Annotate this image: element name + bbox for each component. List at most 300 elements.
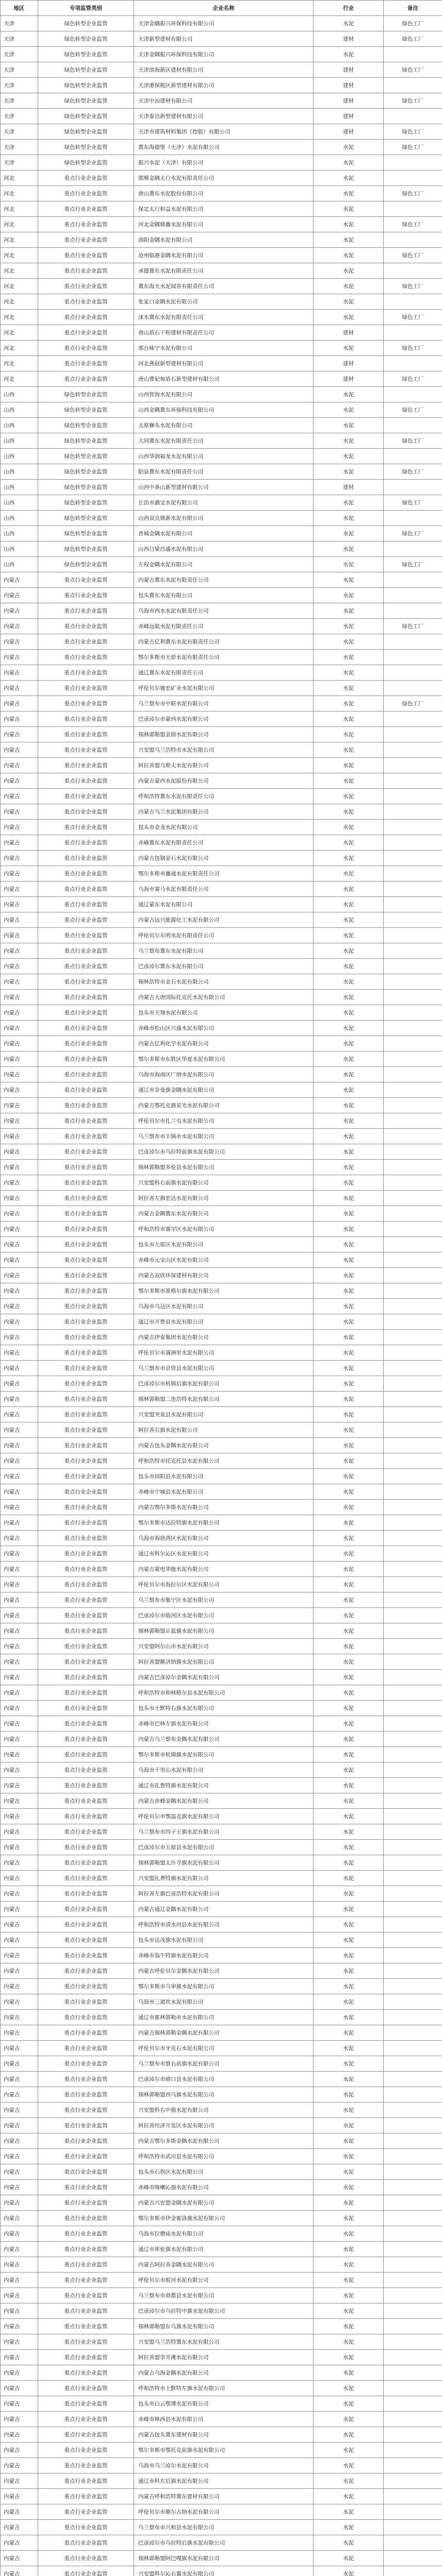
cell-industry: 水泥	[314, 16, 384, 31]
cell-note	[384, 387, 442, 402]
table-row	[1, 1268, 442, 1283]
cell-industry: 水泥	[314, 2133, 384, 2149]
cell-region: 内蒙古	[1, 588, 38, 603]
cell-note	[384, 1129, 442, 1144]
cell-region: 内蒙古	[1, 2133, 38, 2149]
cell-region: 内蒙古	[1, 650, 38, 665]
cell-supervision-type: 绿色转型企业监管	[38, 109, 134, 124]
cell-company-name: 通辽市科左后旗水泥有限公司	[134, 2473, 314, 2489]
cell-supervision-type: 重点行业企业监管	[38, 1500, 134, 1515]
cell-company-name: 赤峰市翁牛特旗水泥有限公司	[134, 1948, 314, 1963]
table-row	[1, 1175, 442, 1191]
table-row	[1, 2319, 442, 2334]
cell-note	[384, 1345, 442, 1361]
cell-note	[384, 1392, 442, 1407]
cell-industry: 水泥	[314, 1608, 384, 1623]
cell-region: 山西	[1, 449, 38, 464]
cell-industry: 水泥	[314, 1191, 384, 1206]
table-row	[1, 1283, 442, 1299]
cell-note	[384, 2133, 442, 2149]
cell-company-name: 呼伦贝尔驰宏矿业水泥有限公司	[134, 681, 314, 696]
cell-region: 内蒙古	[1, 2443, 38, 2458]
cell-company-name: 赤峰市元宝山区水泥有限公司	[134, 1252, 314, 1268]
cell-company-name: 兴安盟阿尔山市水泥有限公司	[134, 1639, 314, 1654]
cell-region: 内蒙古	[1, 1762, 38, 1778]
cell-industry: 水泥	[314, 140, 384, 155]
cell-industry: 水泥	[314, 47, 384, 62]
cell-region: 内蒙古	[1, 2319, 38, 2334]
cell-supervision-type: 绿色转型企业监管	[38, 140, 134, 155]
cell-industry: 水泥	[314, 201, 384, 217]
cell-region: 内蒙古	[1, 2010, 38, 2025]
table-row	[1, 2520, 442, 2535]
cell-note	[384, 1793, 442, 1809]
cell-company-name: 锡林郭勒盟多伦县水泥有限公司	[134, 1160, 314, 1175]
cell-company-name: 天津金隅振兴环保科技有限公司	[134, 47, 314, 62]
table-row	[1, 2489, 442, 2504]
cell-industry: 水泥	[314, 2118, 384, 2133]
cell-note: 绿色工厂	[384, 696, 442, 711]
cell-supervision-type: 绿色转型企业监管	[38, 557, 134, 572]
cell-industry: 水泥	[314, 1762, 384, 1778]
cell-note	[384, 851, 442, 866]
cell-company-name: 包头市达茂旗水泥有限公司	[134, 1933, 314, 1948]
cell-industry: 水泥	[314, 1469, 384, 1484]
table-row	[1, 1793, 442, 1809]
cell-supervision-type: 重点行业企业监管	[38, 835, 134, 851]
table-row	[1, 2025, 442, 2041]
cell-note	[384, 773, 442, 789]
table-row	[1, 1855, 442, 1871]
table-row	[1, 464, 442, 480]
table-row	[1, 171, 442, 186]
cell-region: 内蒙古	[1, 959, 38, 974]
cell-supervision-type: 重点行业企业监管	[38, 1994, 134, 2010]
cell-company-name: 鄂尔多斯市天骄水泥有限责任公司	[134, 650, 314, 665]
cell-company-name: 通辽蒙东水泥有限公司	[134, 897, 314, 912]
cell-note	[384, 2489, 442, 2504]
cell-supervision-type: 重点行业企业监管	[38, 1191, 134, 1206]
table-row	[1, 2551, 442, 2566]
cell-industry: 水泥	[314, 619, 384, 634]
cell-industry: 水泥	[314, 1453, 384, 1469]
cell-supervision-type: 重点行业企业监管	[38, 1562, 134, 1577]
table-row	[1, 526, 442, 541]
cell-region: 内蒙古	[1, 1994, 38, 2010]
cell-region: 内蒙古	[1, 943, 38, 959]
cell-supervision-type: 重点行业企业监管	[38, 773, 134, 789]
table-row	[1, 1608, 442, 1623]
table-row	[1, 588, 442, 603]
cell-note: 绿色工厂	[384, 62, 442, 78]
cell-region: 内蒙古	[1, 1191, 38, 1206]
cell-region: 内蒙古	[1, 696, 38, 711]
cell-company-name: 沧州临港金隅水泥有限公司	[134, 248, 314, 263]
cell-supervision-type: 重点行业企业监管	[38, 1052, 134, 1067]
cell-industry: 水泥	[314, 1160, 384, 1175]
cell-note	[384, 1809, 442, 1824]
cell-note	[384, 2443, 442, 2458]
cell-region: 山西	[1, 387, 38, 402]
cell-supervision-type: 重点行业企业监管	[38, 711, 134, 727]
cell-note: 绿色工厂	[384, 371, 442, 387]
cell-supervision-type: 重点行业企业监管	[38, 356, 134, 371]
cell-industry: 水泥	[314, 341, 384, 356]
cell-company-name: 内蒙古蒙西水泥股份有限公司	[134, 773, 314, 789]
cell-supervision-type: 重点行业企业监管	[38, 2458, 134, 2473]
cell-industry: 建材	[314, 325, 384, 341]
table-row	[1, 804, 442, 820]
cell-note	[384, 1685, 442, 1701]
cell-company-name: 呼伦贝尔市牙克石水泥有限公司	[134, 2041, 314, 2056]
cell-note	[384, 1175, 442, 1191]
cell-note	[384, 1407, 442, 1422]
cell-company-name: 鄂尔多斯市鑫通水泥有限责任公司	[134, 866, 314, 882]
cell-region: 内蒙古	[1, 1701, 38, 1716]
cell-company-name: 内蒙古乌兰察布金隅水泥有限公司	[134, 1732, 314, 1747]
table-header	[1, 1, 442, 16]
table-row	[1, 1500, 442, 1515]
cell-supervision-type: 重点行业企业监管	[38, 2226, 134, 2242]
cell-supervision-type: 重点行业企业监管	[38, 1963, 134, 1979]
cell-region: 天津	[1, 62, 38, 78]
cell-company-name: 乌海市三道坎水泥有限公司	[134, 1994, 314, 2010]
cell-supervision-type: 重点行业企业监管	[38, 1778, 134, 1793]
cell-supervision-type: 重点行业企业监管	[38, 804, 134, 820]
cell-note	[384, 1222, 442, 1237]
cell-company-name: 乌海市拉僧庙水泥有限公司	[134, 2226, 314, 2242]
cell-industry: 水泥	[314, 851, 384, 866]
table-row	[1, 62, 442, 78]
cell-industry: 水泥	[314, 1840, 384, 1855]
cell-supervision-type: 重点行业企业监管	[38, 248, 134, 263]
cell-industry: 水泥	[314, 1623, 384, 1639]
cell-region: 内蒙古	[1, 1840, 38, 1855]
cell-supervision-type: 重点行业企业监管	[38, 2056, 134, 2072]
cell-region: 内蒙古	[1, 1531, 38, 1546]
cell-company-name: 内蒙古蒙电华能水泥有限公司	[134, 1562, 314, 1577]
table-row	[1, 263, 442, 279]
cell-note	[384, 1994, 442, 2010]
cell-note	[384, 2288, 442, 2303]
cell-supervision-type: 重点行业企业监管	[38, 1392, 134, 1407]
cell-industry: 水泥	[314, 2520, 384, 2535]
table-row	[1, 47, 442, 62]
cell-supervision-type: 重点行业企业监管	[38, 1036, 134, 1052]
cell-industry: 水泥	[314, 603, 384, 619]
cell-company-name: 呼和浩特冀东水泥有限责任公司	[134, 789, 314, 804]
cell-company-name: 内蒙古金隅冀东水泥有限公司	[134, 1206, 314, 1222]
cell-note	[384, 1747, 442, 1762]
cell-company-name: 鄂尔多斯市达拉特旗水泥有限公司	[134, 1515, 314, 1531]
cell-industry: 水泥	[314, 696, 384, 711]
cell-region: 内蒙古	[1, 882, 38, 897]
cell-industry: 水泥	[314, 1546, 384, 1562]
cell-company-name: 阿拉善右旗水泥有限公司	[134, 1422, 314, 1438]
cell-industry: 水泥	[314, 1438, 384, 1453]
cell-supervision-type: 重点行业企业监管	[38, 974, 134, 990]
cell-industry: 水泥	[314, 1577, 384, 1592]
header-region: 地区	[1, 1, 38, 16]
cell-note	[384, 294, 442, 310]
cell-region: 河北	[1, 171, 38, 186]
cell-industry: 水泥	[314, 572, 384, 588]
cell-company-name: 通辽市开鲁县水泥有限公司	[134, 1314, 314, 1330]
table-row	[1, 603, 442, 619]
cell-note	[384, 1237, 442, 1252]
cell-supervision-type: 重点行业企业监管	[38, 2164, 134, 2180]
table-row	[1, 279, 442, 294]
cell-company-name: 阳泉冀东水泥有限责任公司	[134, 464, 314, 480]
cell-industry: 水泥	[314, 2242, 384, 2257]
table-row	[1, 1577, 442, 1592]
cell-note	[384, 201, 442, 217]
cell-supervision-type: 重点行业企业监管	[38, 1716, 134, 1732]
cell-company-name: 包头市白云鄂博水泥有限公司	[134, 2396, 314, 2412]
cell-company-name: 内蒙古包头冀东建材有限公司	[134, 2427, 314, 2443]
cell-industry: 水泥	[314, 186, 384, 201]
cell-note	[384, 511, 442, 526]
cell-company-name: 内蒙古乌海金隅水泥有限公司	[134, 2365, 314, 2381]
cell-region: 内蒙古	[1, 897, 38, 912]
table-row	[1, 2504, 442, 2520]
cell-region: 内蒙古	[1, 1021, 38, 1036]
cell-note	[384, 1160, 442, 1175]
cell-company-name: 太原狮头水泥有限公司	[134, 418, 314, 433]
cell-supervision-type: 重点行业企业监管	[38, 1422, 134, 1438]
cell-note	[384, 1871, 442, 1886]
cell-supervision-type: 重点行业企业监管	[38, 2334, 134, 2350]
cell-industry: 水泥	[314, 263, 384, 279]
cell-note	[384, 758, 442, 773]
cell-note	[384, 449, 442, 464]
cell-note	[384, 1716, 442, 1732]
cell-region: 内蒙古	[1, 1268, 38, 1283]
table-row	[1, 665, 442, 681]
cell-company-name: 晋城金隅水泥有限公司	[134, 526, 314, 541]
cell-supervision-type: 重点行业企业监管	[38, 634, 134, 650]
cell-industry: 水泥	[314, 1933, 384, 1948]
cell-industry: 水泥	[314, 1963, 384, 1979]
cell-industry: 水泥	[314, 2443, 384, 2458]
cell-company-name: 赤峰市喀喇沁旗水泥有限公司	[134, 2180, 314, 2195]
cell-supervision-type: 重点行业企业监管	[38, 1824, 134, 1840]
cell-company-name: 兴安盟突泉县水泥有限公司	[134, 1407, 314, 1422]
table-row	[1, 912, 442, 928]
cell-industry: 水泥	[314, 1747, 384, 1762]
cell-region: 内蒙古	[1, 2195, 38, 2211]
cell-supervision-type: 重点行业企业监管	[38, 2288, 134, 2303]
cell-region: 内蒙古	[1, 2551, 38, 2566]
cell-company-name: 通辽市扎鲁特旗水泥有限公司	[134, 1778, 314, 1793]
cell-company-name: 锡林郭勒盟二连浩特水泥有限公司	[134, 1392, 314, 1407]
cell-note	[384, 1933, 442, 1948]
cell-industry: 水泥	[314, 2303, 384, 2319]
cell-company-name: 呼和浩特市土默特左旗水泥有限公司	[134, 2381, 314, 2396]
cell-note	[384, 897, 442, 912]
cell-industry: 水泥	[314, 1592, 384, 1608]
cell-note	[384, 2551, 442, 2566]
cell-region: 山西	[1, 402, 38, 418]
cell-supervision-type: 重点行业企业监管	[38, 2180, 134, 2195]
cell-region: 河北	[1, 294, 38, 310]
cell-industry: 水泥	[314, 1005, 384, 1021]
cell-company-name: 乌兰察布市中联水泥有限公司	[134, 696, 314, 711]
cell-note	[384, 232, 442, 248]
cell-note	[384, 2350, 442, 2365]
cell-region: 内蒙古	[1, 2427, 38, 2443]
cell-company-name: 呼伦贝尔市满洲里水泥有限公司	[134, 1345, 314, 1361]
cell-note	[384, 959, 442, 974]
cell-supervision-type: 重点行业企业监管	[38, 1330, 134, 1345]
cell-region: 内蒙古	[1, 1453, 38, 1469]
cell-region: 内蒙古	[1, 1716, 38, 1732]
cell-company-name: 乌兰察布市商都县水泥有限公司	[134, 2288, 314, 2303]
cell-region: 内蒙古	[1, 1639, 38, 1654]
cell-region: 内蒙古	[1, 2164, 38, 2180]
cell-region: 内蒙古	[1, 2118, 38, 2133]
cell-company-name: 通辽市奈曼旗金隅水泥有限公司	[134, 1082, 314, 1098]
cell-supervision-type: 重点行业企业监管	[38, 1361, 134, 1376]
cell-company-name: 鄂尔多斯市东胜区华夏水泥有限公司	[134, 1052, 314, 1067]
cell-note	[384, 1963, 442, 1979]
cell-note: 绿色工厂	[384, 217, 442, 232]
table-row	[1, 820, 442, 835]
cell-note	[384, 1067, 442, 1082]
cell-note	[384, 665, 442, 681]
table-row	[1, 2365, 442, 2381]
cell-industry: 水泥	[314, 1237, 384, 1252]
cell-industry: 建材	[314, 356, 384, 371]
cell-company-name: 赤峰市宁城县水泥有限公司	[134, 1484, 314, 1500]
cell-company-name: 左权金隅水泥有限公司	[134, 557, 314, 572]
cell-region: 内蒙古	[1, 1175, 38, 1191]
cell-industry: 水泥	[314, 2566, 384, 2576]
table-row	[1, 773, 442, 789]
cell-company-name: 鄂尔多斯市鄂托克前旗水泥有限公司	[134, 2443, 314, 2458]
cell-note	[384, 727, 442, 742]
cell-region: 内蒙古	[1, 2226, 38, 2242]
cell-region: 内蒙古	[1, 1546, 38, 1562]
cell-note	[384, 2195, 442, 2211]
cell-company-name: 内蒙古鄂尔多斯水泥有限公司	[134, 1500, 314, 1515]
table-row	[1, 959, 442, 974]
cell-company-name: 内蒙古锡林郭勒金隅水泥有限公司	[134, 2025, 314, 2041]
cell-note	[384, 2025, 442, 2041]
table-row	[1, 155, 442, 171]
table-row	[1, 1314, 442, 1330]
table-row	[1, 1979, 442, 1994]
cell-industry: 水泥	[314, 2365, 384, 2381]
cell-region: 内蒙古	[1, 634, 38, 650]
cell-region: 内蒙古	[1, 2303, 38, 2319]
cell-supervision-type: 绿色转型企业监管	[38, 124, 134, 140]
cell-industry: 水泥	[314, 1283, 384, 1299]
cell-note	[384, 1639, 442, 1654]
table-row	[1, 1716, 442, 1732]
cell-region: 内蒙古	[1, 1422, 38, 1438]
cell-supervision-type: 重点行业企业监管	[38, 696, 134, 711]
table-row	[1, 990, 442, 1005]
cell-industry: 水泥	[314, 1562, 384, 1577]
table-row	[1, 1469, 442, 1484]
header-supervision-type: 专项监管类别	[38, 1, 134, 16]
table-row	[1, 1067, 442, 1082]
cell-supervision-type: 绿色转型企业监管	[38, 511, 134, 526]
cell-industry: 水泥	[314, 155, 384, 171]
cell-industry: 水泥	[314, 1778, 384, 1793]
table-row	[1, 418, 442, 433]
cell-note: 绿色工厂	[384, 140, 442, 155]
cell-supervision-type: 重点行业企业监管	[38, 2381, 134, 2396]
cell-region: 内蒙古	[1, 1778, 38, 1793]
cell-industry: 水泥	[314, 1716, 384, 1732]
cell-region: 内蒙古	[1, 2458, 38, 2473]
cell-company-name: 天津泰洁新型建材有限公司	[134, 109, 314, 124]
cell-region: 内蒙古	[1, 2025, 38, 2041]
cell-supervision-type: 重点行业企业监管	[38, 1299, 134, 1314]
cell-supervision-type: 重点行业企业监管	[38, 1701, 134, 1716]
table-row	[1, 1732, 442, 1747]
cell-company-name: 包头市天翔水泥有限公司	[134, 1005, 314, 1021]
cell-region: 山西	[1, 418, 38, 433]
cell-industry: 水泥	[314, 588, 384, 603]
cell-company-name: 包头冀东水泥有限公司	[134, 588, 314, 603]
table-row	[1, 1701, 442, 1716]
cell-note	[384, 2535, 442, 2551]
cell-note: 绿色工厂	[384, 557, 442, 572]
cell-company-name: 呼伦贝尔市鄂温克旗水泥有限公司	[134, 1809, 314, 1824]
cell-region: 内蒙古	[1, 2149, 38, 2164]
cell-company-name: 赤峰市巴林左旗水泥有限公司	[134, 1716, 314, 1732]
cell-region: 内蒙古	[1, 1129, 38, 1144]
cell-region: 内蒙古	[1, 1886, 38, 1902]
cell-industry: 水泥	[314, 1407, 384, 1422]
cell-industry: 建材	[314, 93, 384, 109]
table-row	[1, 1191, 442, 1206]
cell-company-name: 兴安盟科右前旗水泥有限公司	[134, 1175, 314, 1191]
cell-region: 内蒙古	[1, 742, 38, 758]
cell-note	[384, 1979, 442, 1994]
cell-supervision-type: 重点行业企业监管	[38, 2133, 134, 2149]
cell-supervision-type: 重点行业企业监管	[38, 2087, 134, 2103]
cell-region: 内蒙古	[1, 1515, 38, 1531]
cell-region: 天津	[1, 31, 38, 47]
cell-note	[384, 78, 442, 93]
cell-company-name: 内蒙古冀东水泥有限责任公司	[134, 572, 314, 588]
cell-company-name: 阿拉善盟额济纳旗水泥有限公司	[134, 1654, 314, 1670]
cell-supervision-type: 重点行业企业监管	[38, 2303, 134, 2319]
cell-supervision-type: 重点行业企业监管	[38, 2010, 134, 2025]
cell-region: 内蒙古	[1, 2566, 38, 2576]
cell-region: 内蒙古	[1, 2041, 38, 2056]
cell-company-name: 兴安盟乌兰浩特冀东水泥有限公司	[134, 2334, 314, 2350]
header-company-name: 企业名称	[134, 1, 314, 16]
cell-region: 天津	[1, 109, 38, 124]
cell-company-name: 乌兰察布市四子王旗水泥有限公司	[134, 1824, 314, 1840]
table-row	[1, 2396, 442, 2412]
cell-region: 内蒙古	[1, 1948, 38, 1963]
cell-industry: 水泥	[314, 912, 384, 928]
cell-supervision-type: 重点行业企业监管	[38, 341, 134, 356]
table-row	[1, 2164, 442, 2180]
table-row	[1, 557, 442, 572]
table-row	[1, 2211, 442, 2226]
cell-industry: 水泥	[314, 2381, 384, 2396]
table-row	[1, 1453, 442, 1469]
cell-region: 内蒙古	[1, 1299, 38, 1314]
cell-supervision-type: 重点行业企业监管	[38, 1917, 134, 1933]
